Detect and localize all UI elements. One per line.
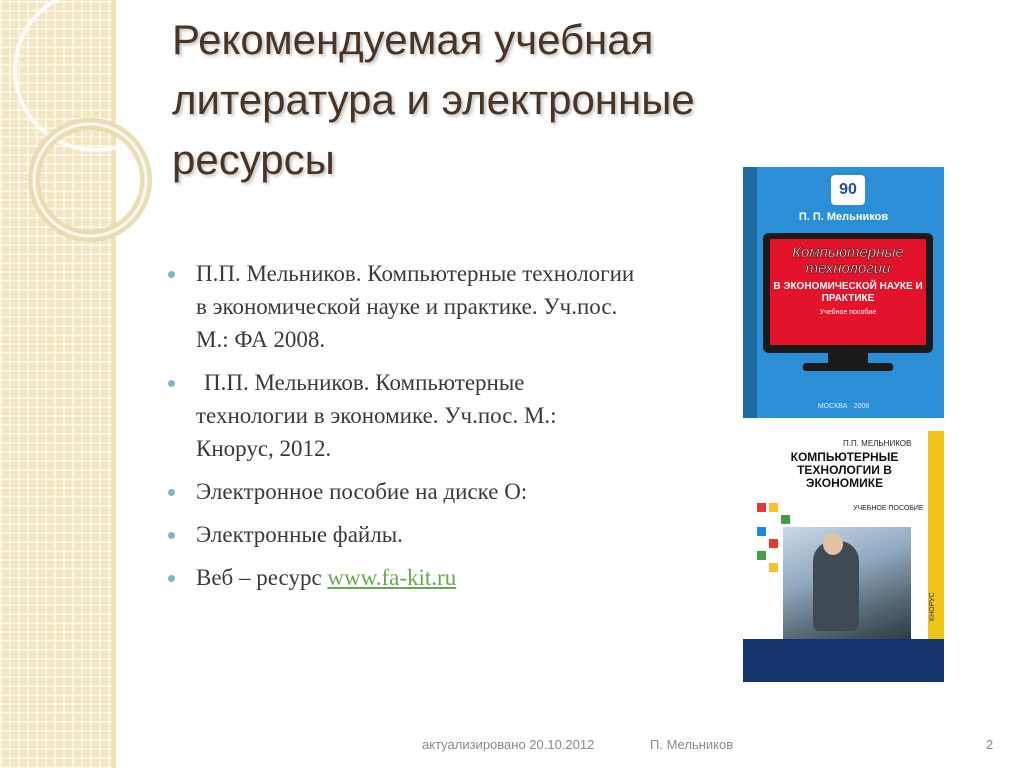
monitor-stand: [828, 353, 868, 363]
decorative-rings: [0, 0, 160, 260]
book-cover-2012: [743, 431, 944, 682]
color-square: [757, 527, 766, 536]
book-author: П.П. МЕЛЬНИКОВ: [843, 439, 912, 448]
book-cover-2008: [743, 167, 944, 418]
title-line: литература и электронные: [172, 76, 695, 123]
footer-author: П. Мельников: [650, 737, 734, 752]
list-item: [168, 257, 638, 356]
bullet-icon: [168, 380, 175, 387]
list-item-text: П.П. Мельников. Компьютерные технологии в экономической науке и практике. Уч.пос. М.: ФА 2008.: [196, 261, 635, 352]
bullet-icon: [168, 489, 175, 496]
color-square: [757, 503, 766, 512]
list-item: [168, 518, 638, 551]
photo-person-head: [823, 533, 843, 555]
literature-list: [168, 257, 638, 604]
cover-shadow: [743, 167, 757, 418]
color-square: [769, 563, 778, 572]
monitor-screen: [770, 239, 926, 345]
color-square: [769, 503, 778, 512]
list-item-text: П.П. Мельников. Компьютерные технологии в экономике. Уч.пос. М.: Кнорус, 2012.: [196, 370, 557, 461]
bullet-icon: [168, 575, 175, 582]
book-title-caps: В ЭКОНОМИЧЕСКОЙ НАУКЕ И ПРАКТИКЕ: [773, 281, 923, 304]
page-number: 2: [986, 737, 994, 752]
bullet-icon: [168, 271, 175, 278]
list-item: [168, 475, 638, 508]
list-item-text: Веб – ресурс: [196, 565, 328, 590]
list-item-text: Электронное пособие на диске О:: [196, 479, 528, 504]
list-item: [168, 366, 638, 465]
footer-updated-date: актуализировано 20.10.2012: [422, 737, 595, 752]
book-city-year: МОСКВА · 2008: [817, 403, 870, 410]
bullet-icon: [168, 532, 175, 539]
book-publisher: КНОРУС: [929, 592, 936, 621]
title-line: Рекомендуемая учебная: [172, 16, 654, 63]
cover-bottom-band: [743, 639, 944, 682]
book-title: КОМПЬЮТЕРНЫЕ ТЕХНОЛОГИИ В ЭКОНОМИКЕ: [790, 450, 899, 490]
title-line: ресурсы: [172, 136, 335, 183]
book-subtitle: УЧЕБНОЕ ПОСОБИЕ: [853, 505, 924, 512]
list-item: [168, 561, 638, 594]
list-item-text: Электронные файлы.: [196, 522, 403, 547]
photo-person: [813, 541, 859, 631]
color-square: [769, 539, 778, 548]
color-square: [781, 515, 790, 524]
monitor-base: [803, 363, 893, 371]
book-title-script: Компьютерные технологии: [792, 244, 904, 277]
decorative-ring-small-inner: [34, 124, 146, 236]
book-author: П. П. Мельников: [798, 211, 889, 223]
web-resource-link[interactable]: www.fa-kit.ru: [327, 565, 457, 590]
book-subtitle: Учебное пособие: [819, 309, 877, 316]
anniversary-badge: 90: [831, 175, 865, 205]
color-square: [757, 551, 766, 560]
page-title: [172, 10, 852, 190]
